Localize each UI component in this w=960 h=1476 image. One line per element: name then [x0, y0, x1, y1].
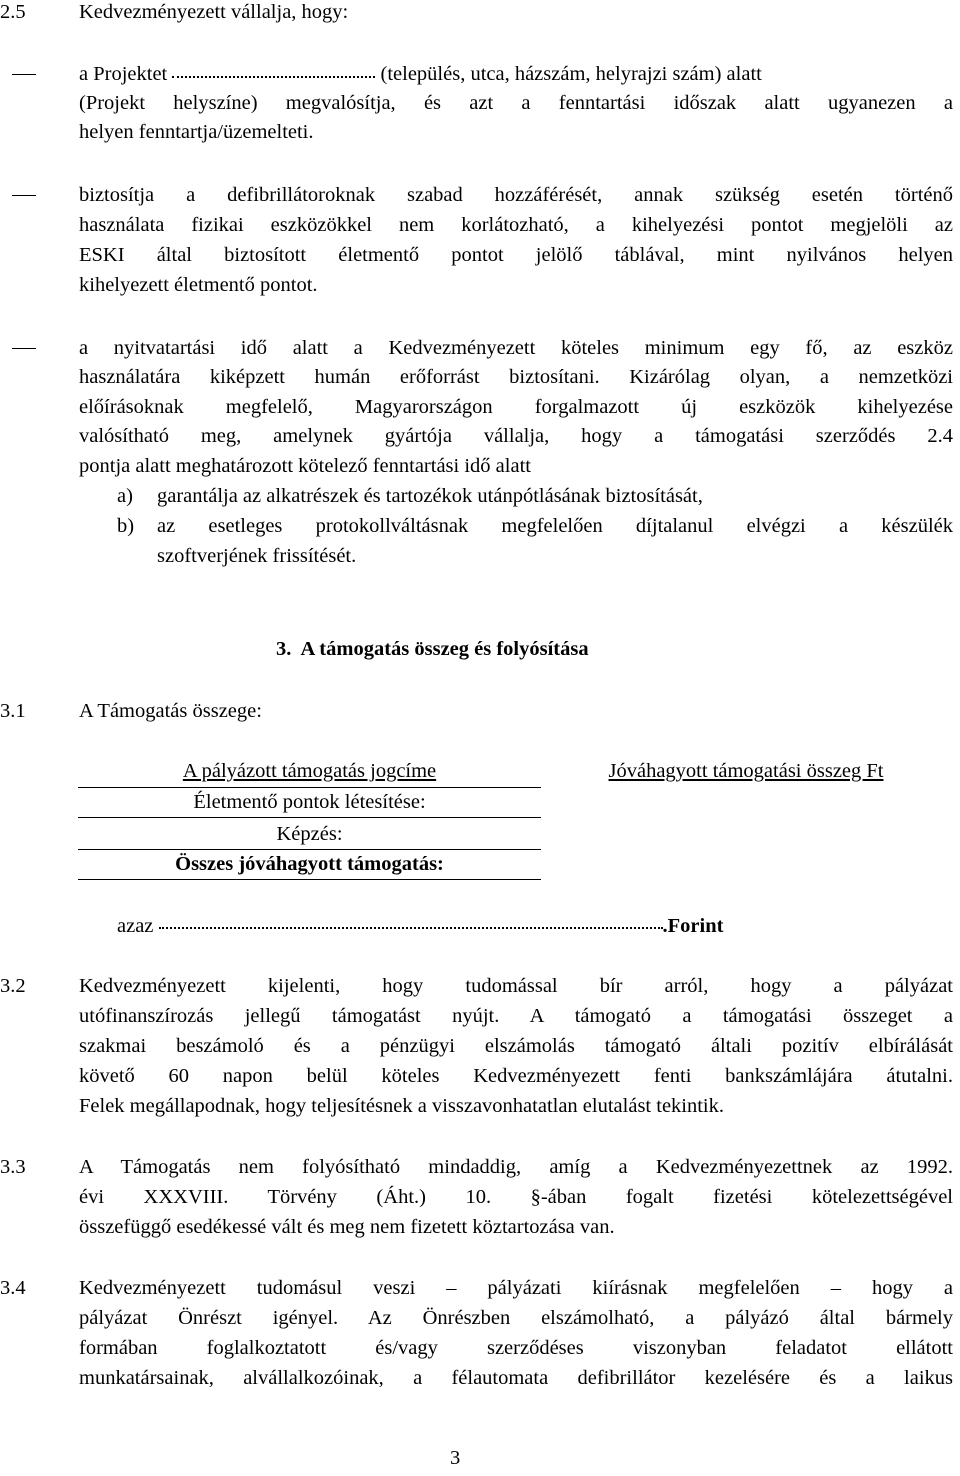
table-rule [78, 787, 541, 788]
subitem-b-line2: szoftverjének frissítését. [157, 545, 357, 567]
table-rule [78, 879, 541, 880]
item3-line3: előírásoknak megfelelő, Magyarországon forgalmazott új eszközök kihelyezése [79, 396, 953, 418]
sec33-line3: összefüggő esedékessé vált és meg nem fizetett köztartozása van. [79, 1216, 615, 1238]
item3-line2: használatára kiképzett humán erőforrást biztosítani. Kizárólag olyan, a nemzetközi [79, 366, 953, 388]
table-rule [78, 849, 541, 850]
subitem-b-label: b) [117, 515, 135, 537]
item1-line3: helyen fenntartja/üzemelteti. [79, 121, 314, 143]
table-header-osszeg: Jóváhagyott támogatási összeg Ft [608, 760, 884, 782]
section-number-2-5: 2.5 [0, 1, 26, 23]
section-heading-2-5: Kedvezményezett vállalja, hogy: [79, 1, 349, 23]
sec32-line3: szakmai beszámoló és a pénzügyi elszámolás támogató általi pozitív elbírálását [79, 1035, 953, 1057]
item2-line3: ESKI által biztosított életmentő pontot jelölő táblával, mint nyilvános helyen [79, 244, 953, 266]
item1-text-b: (település, utca, házszám, helyrajzi szám) alatt [380, 63, 762, 85]
section-heading-3-1: A Támogatás összege: [79, 700, 262, 722]
sec33-line1: A Támogatás nem folyósítható mindaddig, amíg a Kedvezményezettnek az 1992. [79, 1156, 953, 1178]
subitem-b-line1: az esetleges protokollváltásnak megfelelően díjtalanul elvégzi a készülék [157, 515, 953, 537]
item2-line1: biztosítja a defibrillátoroknak szabad hozzáférését, annak szükség esetén történő [79, 184, 953, 206]
sec32-line5: Felek megállapodnak, hogy teljesítésnek a visszavonhatatlan elutalást tekintik. [79, 1095, 724, 1117]
table-rule [78, 817, 541, 818]
sec34-line3: formában foglalkoztatott és/vagy szerződéses viszonyban feladatot ellátott [79, 1337, 953, 1359]
list-dash [12, 195, 36, 196]
table-header-jogcim: A pályázott támogatás jogcíme [182, 760, 437, 782]
subitem-a-label: a) [117, 485, 133, 507]
blank-field-dots [172, 76, 375, 78]
section-number-3-4: 3.4 [0, 1277, 26, 1299]
subitem-a-text: garantálja az alkatrészek és tartozékok utánpótlásának biztosítását, [157, 485, 703, 507]
sec32-line1: Kedvezményezett kijelenti, hogy tudomással bír arról, hogy a pályázat [79, 975, 953, 997]
item1-text-a: a Projektet [79, 63, 168, 85]
item1-line2: (Projekt helyszíne) megvalósítja, és azt a fenntartási időszak alatt ugyanezen a [79, 92, 953, 114]
section-number-3-2: 3.2 [0, 975, 26, 997]
item3-line5: pontja alatt meghatározott kötelező fenntartási idő alatt [79, 455, 531, 477]
sec32-line2: utófinanszírozás jellegű támogatást nyújt. A támogató a támogatási összeget a [79, 1005, 953, 1027]
list-dash [12, 74, 36, 75]
table-row-kepzes: Képzés: [276, 823, 343, 845]
sec32-line4: követő 60 napon belül köteles Kedvezményezett fenti bankszámlájára átutalni. [79, 1065, 953, 1087]
sec34-line2: pályázat Önrészt igényel. Az Önrészben elszámolható, a pályázó által bármely [79, 1307, 953, 1329]
list-dash [12, 348, 36, 349]
item2-line4: kihelyezett életmentő pontot. [79, 274, 318, 296]
item3-line1: a nyitvatartási idő alatt a Kedvezményezett köteles minimum egy fő, az eszköz [79, 337, 953, 359]
sec33-line2: évi XXXVIII. Törvény (Áht.) 10. §-ában fogalt fizetési kötelezettségével [79, 1186, 953, 1208]
azaz-line [117, 914, 723, 938]
sec34-line1: Kedvezményezett tudomásul veszi – pályázati kiírásnak megfelelően – hogy a [79, 1277, 953, 1299]
item1-line1 [79, 62, 762, 86]
section-number-3-1: 3.1 [0, 700, 26, 722]
sec34-line4: munkatársainak, alvállalkozóinak, a félautomata defibrillátor kezelésére és a laikus [79, 1367, 953, 1389]
table-row-eletmento: Életmentő pontok létesítése: [193, 791, 426, 813]
amount-dots [159, 927, 663, 929]
forint-label: .Forint [662, 915, 724, 937]
table-row-total: Összes jóváhagyott támogatás: [175, 853, 444, 875]
page-number: 3 [450, 1447, 461, 1469]
item3-line4: valósítható meg, amelynek gyártója vállalja, hogy a támogatási szerződés 2.4 [79, 425, 953, 447]
chapter-title: 3. A támogatás összeg és folyósítása [276, 638, 589, 660]
section-number-3-3: 3.3 [0, 1156, 26, 1178]
azaz-label: azaz [117, 915, 154, 937]
item2-line2: használata fizikai eszközökkel nem korlátozható, a kihelyezési pontot megjelöli az [79, 214, 953, 236]
